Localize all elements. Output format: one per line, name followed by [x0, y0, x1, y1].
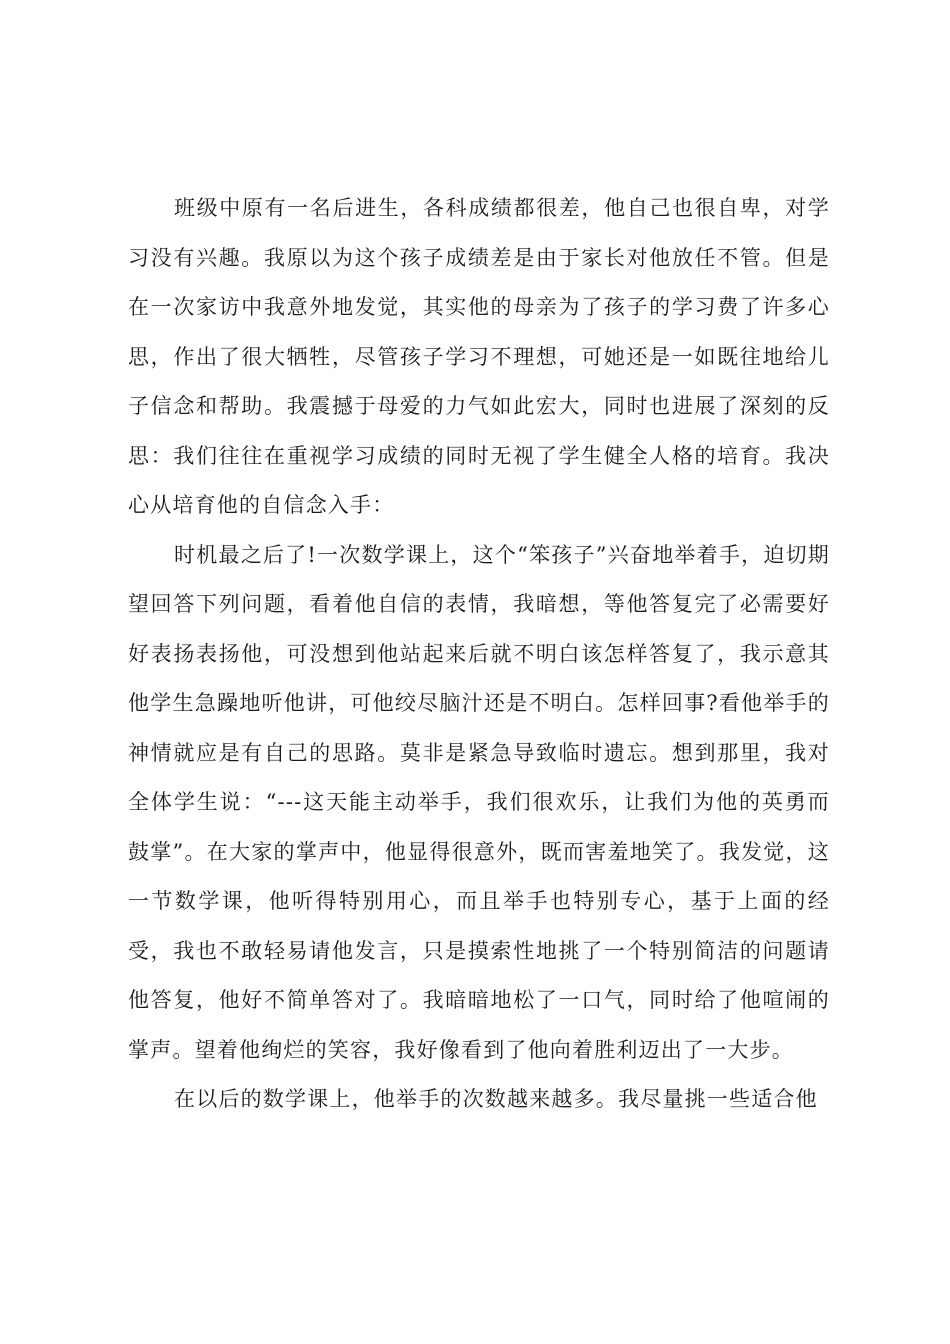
- document-body: [128, 184, 830, 1125]
- paragraph-1: 班级中原有一名后进生，各科成绩都很差，他自己也很自卑，对学习没有兴趣。我原以为这个孩子成绩差是由于家长对他放任不管。但是在一次家访中我意外地发觉，其实他的母亲为了孩子的学习费了许多心思，作出了很大牺牲，尽管孩子学习不理想，可她还是一如既往地给儿子信念和帮助。我震撼于母爱的力气如此宏大，同时也进展了深刻的反思：我们往往在重视学习成绩的同时无视了学生健全人格的培育。我决心从培育他的自信念入手：: [128, 196, 830, 517]
- paragraph-3: 在以后的数学课上，他举手的次数越来越多。我尽量挑一些适合他: [174, 1087, 818, 1111]
- paragraph-2: 时机最之后了!一次数学课上，这个“笨孩子”兴奋地举着手，迫切期望回答下列问题，看着他自信的表情，我暗想，等他答复完了必需要好好表扬表扬他，可没想到他站起来后就不明白该怎样答复了，我示意其他学生急躁地听他讲，可他绞尽脑汁还是不明白。怎样回事?看他举手的神情就应是有自己的思路。莫非是紧急导致临时遗忘。想到那里，我对全体学生说：“---这天能主动举手，我们很欢乐，让我们为他的英勇而鼓掌”。在大家的掌声中，他显得很意外，既而害羞地笑了。我发觉，这一节数学课，他听得特别用心，而且举手也特别专心，基于上面的经受，我也不敢轻易请他发言，只是摸索性地挑了一个特别简洁的问题请他答复，他好不简单答对了。我暗暗地松了一口气，同时给了他喧闹的掌声。望着他绚烂的笑容，我好像看到了他向着胜利迈出了一大步。: [128, 542, 830, 1062]
